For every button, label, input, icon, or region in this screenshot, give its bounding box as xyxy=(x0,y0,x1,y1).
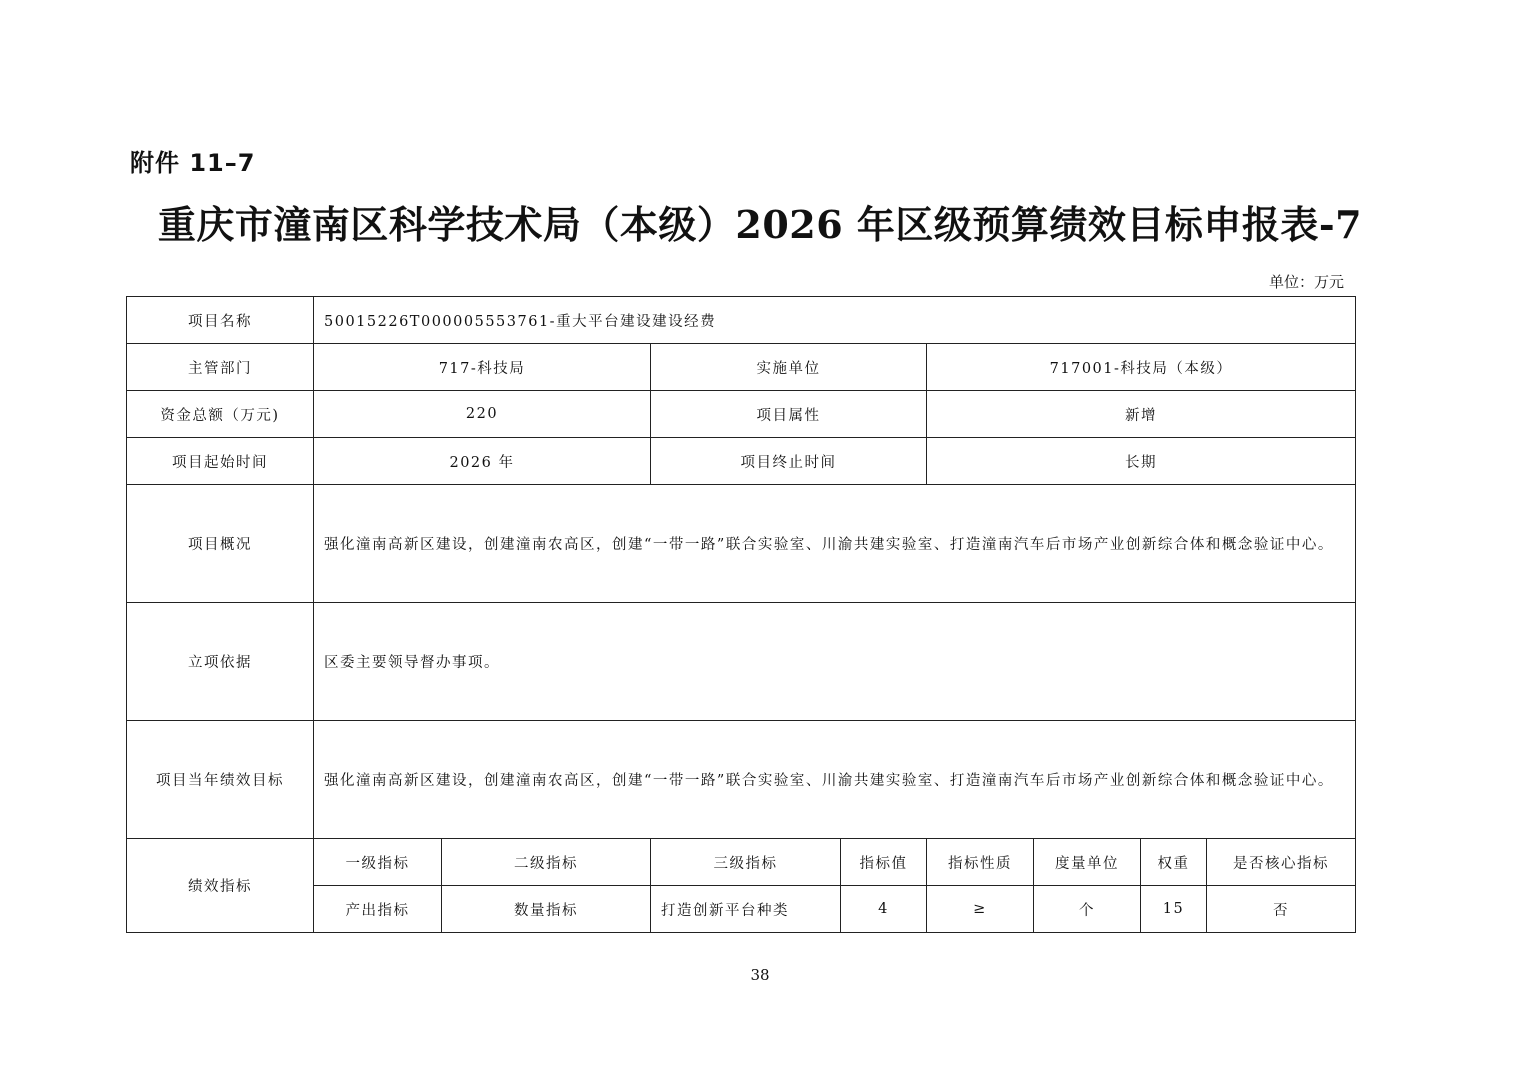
row-basis xyxy=(127,603,1356,721)
indicator-cell: 产出指标 xyxy=(314,886,442,933)
basis-label: 立项依据 xyxy=(127,603,314,721)
row-funds xyxy=(127,391,1356,438)
project-name-label: 项目名称 xyxy=(127,297,314,344)
page-number: 38 xyxy=(750,966,770,984)
indicator-header-cell: 是否核心指标 xyxy=(1207,839,1356,886)
dept-label: 主管部门 xyxy=(127,344,314,391)
attr-value: 新增 xyxy=(927,391,1356,438)
row-goal xyxy=(127,721,1356,839)
attr-label: 项目属性 xyxy=(651,391,927,438)
impl-unit-value: 717001-科技局（本级） xyxy=(927,344,1356,391)
project-name-value: 50015226T000005553761-重大平台建设建设经费 xyxy=(314,297,1356,344)
attachment-number: 附件 11–7 xyxy=(130,149,256,177)
indicator-header-cell: 一级指标 xyxy=(314,839,442,886)
basis-value: 区委主要领导督办事项。 xyxy=(314,603,1356,721)
row-department xyxy=(127,344,1356,391)
indicator-header-cell: 指标值 xyxy=(841,839,927,886)
funds-value: 220 xyxy=(314,391,651,438)
row-period xyxy=(127,438,1356,485)
start-label: 项目起始时间 xyxy=(127,438,314,485)
overview-label: 项目概况 xyxy=(127,485,314,603)
indicator-header-cell: 三级指标 xyxy=(651,839,841,886)
row-project-name xyxy=(127,297,1356,344)
goal-label: 项目当年绩效目标 xyxy=(127,721,314,839)
end-value: 长期 xyxy=(927,438,1356,485)
row-overview xyxy=(127,485,1356,603)
indicator-cell: 打造创新平台种类 xyxy=(651,886,841,933)
indicator-cell: ≥ xyxy=(927,886,1034,933)
funds-label: 资金总额（万元) xyxy=(127,391,314,438)
indicator-cell: 4 xyxy=(841,886,927,933)
document-title: 重庆市潼南区科学技术局（本级）2026 年区级预算绩效目标申报表-7 xyxy=(157,202,1363,247)
impl-unit-label: 实施单位 xyxy=(651,344,927,391)
indicator-header-cell: 二级指标 xyxy=(442,839,651,886)
indicator-cell: 否 xyxy=(1207,886,1356,933)
start-value: 2026 年 xyxy=(314,438,651,485)
indicators-label: 绩效指标 xyxy=(127,839,314,933)
goal-value: 强化潼南高新区建设，创建潼南农高区，创建“一带一路”联合实验室、川渝共建实验室、打造潼南汽车后市场产业创新综合体和概念验证中心。 xyxy=(314,721,1356,839)
indicator-cell: 数量指标 xyxy=(442,886,651,933)
overview-value: 强化潼南高新区建设，创建潼南农高区，创建“一带一路”联合实验室、川渝共建实验室、打造潼南汽车后市场产业创新综合体和概念验证中心。 xyxy=(314,485,1356,603)
indicator-header-cell: 权重 xyxy=(1141,839,1207,886)
unit-note: 单位：万元 xyxy=(1268,273,1344,291)
indicator-cell: 个 xyxy=(1034,886,1141,933)
row-indicator-header xyxy=(127,839,1356,886)
end-label: 项目终止时间 xyxy=(651,438,927,485)
indicator-header-cell: 指标性质 xyxy=(927,839,1034,886)
dept-value: 717-科技局 xyxy=(314,344,651,391)
indicator-header-cell: 度量单位 xyxy=(1034,839,1141,886)
indicator-cell: 15 xyxy=(1141,886,1207,933)
budget-performance-form xyxy=(126,296,1356,933)
